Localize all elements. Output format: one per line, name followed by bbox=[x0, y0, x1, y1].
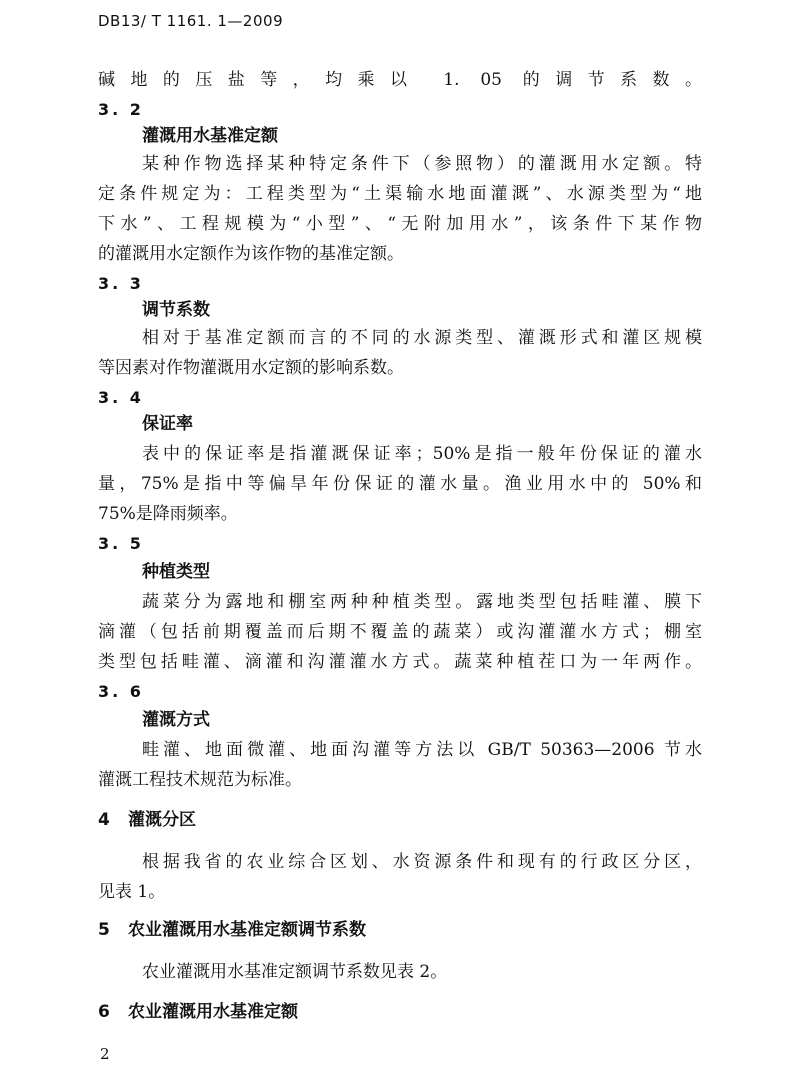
body-line: 滴灌（包括前期覆盖而后期不覆盖的蔬菜）或沟灌灌水方式；棚室 bbox=[98, 622, 702, 642]
body-line: 某种作物选择某种特定条件下（参照物）的灌溉用水定额。特 bbox=[142, 154, 702, 174]
section-title: 农业灌溉用水基准定额 bbox=[128, 1002, 298, 1022]
body-line: 定条件规定为：工程类型为“土渠输水地面灌溉”、水源类型为“地 bbox=[98, 184, 702, 204]
term-title: 灌溉用水基准定额 bbox=[142, 126, 278, 146]
clause-number: 3. 5 bbox=[98, 534, 144, 553]
section-number: 4 bbox=[98, 810, 110, 830]
page-number: 2 bbox=[100, 1045, 110, 1063]
body-line: 下水”、工程规模为“小型”、“无附加用水”，该条件下某作物 bbox=[98, 214, 702, 234]
document-header: DB13/ T 1161. 1—2009 bbox=[98, 12, 284, 30]
term-title: 保证率 bbox=[142, 414, 193, 434]
section-title: 农业灌溉用水基准定额调节系数 bbox=[128, 920, 366, 940]
body-line: 的灌溉用水定额作为该作物的基准定额。 bbox=[98, 244, 404, 264]
section-heading-5 bbox=[98, 918, 366, 942]
clause-number: 3. 4 bbox=[98, 388, 144, 407]
body-line: 碱地的压盐等，均乘以 1. 05 的调节系数。 bbox=[98, 70, 702, 90]
body-line: 见表 1。 bbox=[98, 882, 166, 902]
term-title: 种植类型 bbox=[142, 562, 210, 582]
clause-number: 3. 6 bbox=[98, 682, 144, 701]
body-line: 根据我省的农业综合区划、水资源条件和现有的行政区分区， bbox=[142, 852, 702, 872]
clause-number: 3. 3 bbox=[98, 274, 144, 293]
body-line: 农业灌溉用水基准定额调节系数见表 2。 bbox=[142, 962, 448, 982]
term-title: 灌溉方式 bbox=[142, 710, 210, 730]
body-line: 等因素对作物灌溉用水定额的影响系数。 bbox=[98, 358, 404, 378]
section-title: 灌溉分区 bbox=[128, 810, 196, 830]
body-line: 相对于基准定额而言的不同的水源类型、灌溉形式和灌区规模 bbox=[142, 328, 702, 348]
clause-number: 3. 2 bbox=[98, 100, 144, 119]
body-line: 蔬菜分为露地和棚室两种种植类型。露地类型包括畦灌、膜下 bbox=[142, 592, 702, 612]
section-heading-6 bbox=[98, 1000, 298, 1024]
body-line: 量，75%是指中等偏旱年份保证的灌水量。渔业用水中的 50%和 bbox=[98, 474, 702, 494]
body-line: 畦灌、地面微灌、地面沟灌等方法以 GB/T 50363—2006 节水 bbox=[142, 740, 702, 760]
section-heading-4 bbox=[98, 808, 196, 832]
section-number: 6 bbox=[98, 1002, 110, 1022]
term-title: 调节系数 bbox=[142, 300, 210, 320]
body-line: 75%是降雨频率。 bbox=[98, 504, 238, 524]
body-line: 类型包括畦灌、滴灌和沟灌灌水方式。蔬菜种植茬口为一年两作。 bbox=[98, 652, 702, 672]
section-number: 5 bbox=[98, 920, 110, 940]
body-line: 灌溉工程技术规范为标准。 bbox=[98, 770, 302, 790]
body-line: 表中的保证率是指灌溉保证率；50%是指一般年份保证的灌水 bbox=[142, 444, 702, 464]
